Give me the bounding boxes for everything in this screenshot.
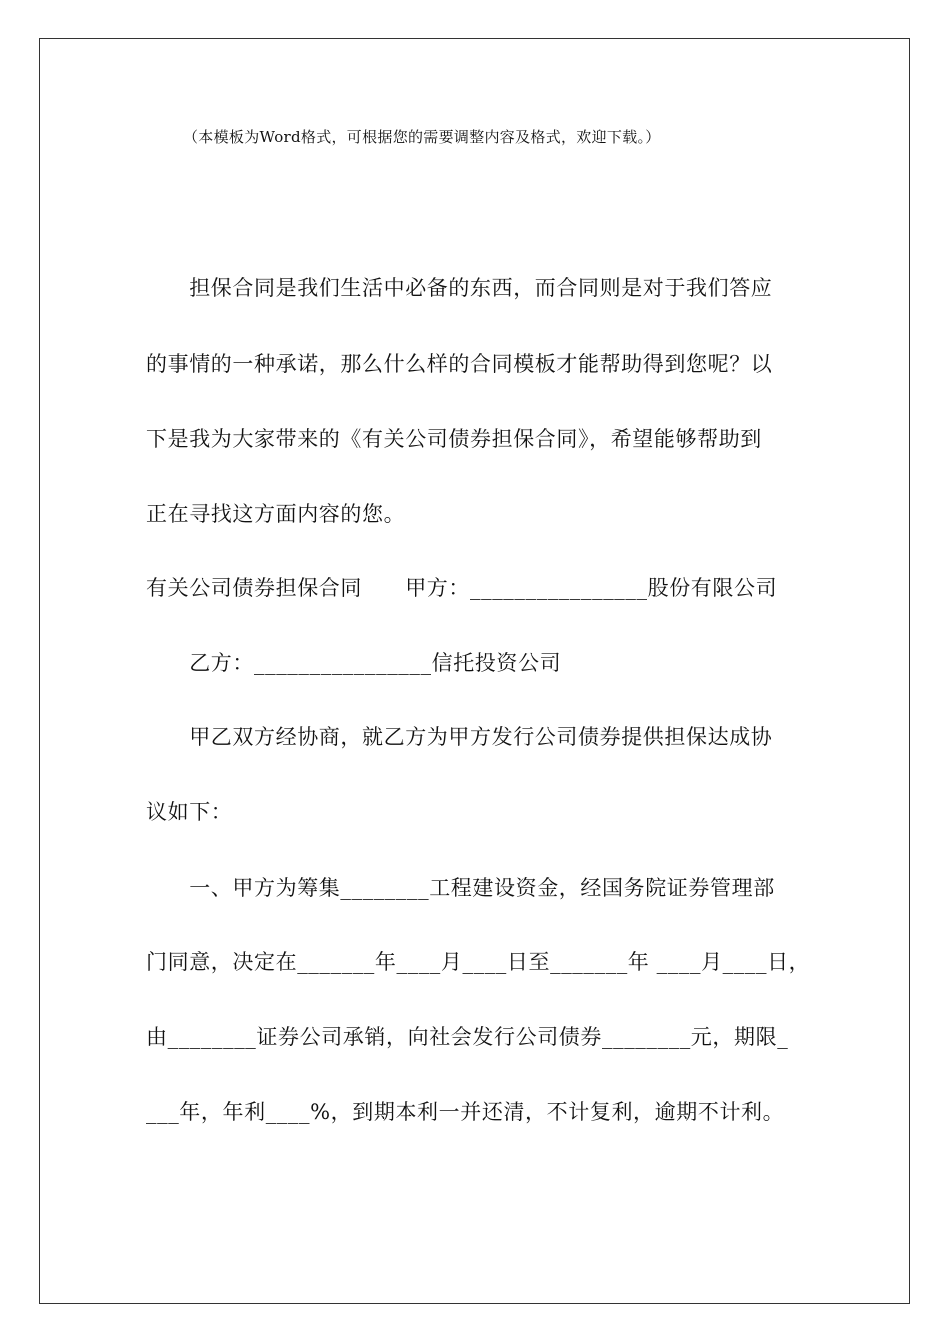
- clause-1-line-4: ___年，年利____%，到期本利一并还清，不计复利，逾期不计利。: [146, 1100, 785, 1124]
- template-note: （本模板为Word格式，可根据您的需要调整内容及格式，欢迎下载。）: [183, 128, 661, 146]
- intro-line-1: 担保合同是我们生活中必备的东西，而合同则是对于我们答应: [146, 276, 773, 300]
- clause-1-line-2: 门同意，决定在_______年____月____日至_______年 ____月____日，: [146, 950, 811, 974]
- party-b-line: 乙方：________________信托投资公司: [146, 651, 562, 675]
- contract-title-party-a: 有关公司债券担保合同 甲方：________________股份有限公司: [146, 576, 778, 600]
- intro-line-2: 的事情的一种承诺，那么什么样的合同模板才能帮助得到您呢？以: [146, 352, 773, 376]
- agreement-line-1: 甲乙双方经协商，就乙方为甲方发行公司债券提供担保达成协: [146, 725, 773, 749]
- clause-1-line-1: 一、甲方为筹集________工程建设资金，经国务院证券管理部: [146, 876, 775, 900]
- clause-1-line-3: 由________证券公司承销，向社会发行公司债券________元，期限_: [146, 1025, 789, 1049]
- agreement-line-2: 议如下：: [146, 800, 233, 824]
- intro-line-3: 下是我为大家带来的《有关公司债券担保合同》，希望能够帮助到: [146, 427, 762, 451]
- intro-line-4: 正在寻找这方面内容的您。: [146, 502, 406, 526]
